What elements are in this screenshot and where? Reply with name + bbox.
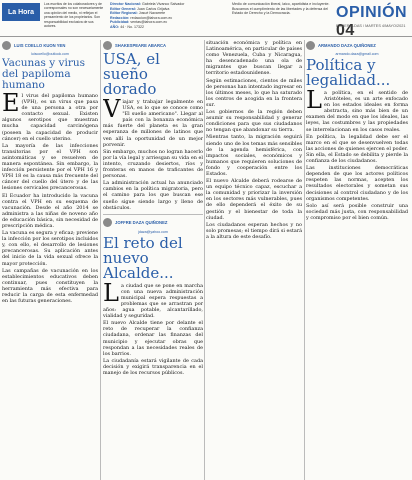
staff-row: Editor Regional: Josué Navarrete bbox=[110, 11, 166, 16]
author-byline: ARMANDO DAZA QUIÑONEZ bbox=[306, 40, 408, 50]
staff-row: Director Nacional: Gabriela Vivanco Salvador bbox=[110, 2, 185, 6]
article-body: Viajar y trabajar legalmente en USA, es lo que se conoce como "El sueño americano". Llegar al país con la bonanza económica más fuerte del planeta es la gran esperanza de millones de latinos que ven allí la oportunidad de un mejor porvenir. Sin embargo, muchos no logran hacerlo por la vía legal y arriesgan su vida en el intento, cruzando desiertos, ríos y fronteras en manos de traficantes de personas. La administración actual ha anunciado cambios en la política migratoria, pero el camino para los que buscan ese sueño sigue siendo largo y lleno de obstáculos. bbox=[103, 95, 203, 211]
article-divider bbox=[103, 214, 203, 215]
article-body: La política, en el sentido de Aristóteles, es un arte enfocado en los estados ideales en forma abstracta, sino más bien de un examen del modo en que los ideales, las leyes, las costumbres y las propiedades se interrelacionan en los casos reales. En política, la legalidad debe ser el marco en el que se desenvuelven todas las acciones de quienes ejercen el poder. Sin ella, el Estado se debilita y pierde la confianza de los ciudadanos. Las instituciones democráticas dependen de que los actores políticos respeten las normas, acepten los resultados electorales y sometan sus decisiones al control ciudadano y de los organismos competentes. Solo así será posible construir una sociedad más justa, con responsabilidad y compromiso por el bien común. bbox=[306, 86, 408, 221]
article-title: Vacunas y virus del papiloma humano bbox=[2, 57, 86, 91]
article-body: situación económica y política en Latinoamérica, en particular de países como Venezuela, Cuba y Nicaragua, ha desencadenado una ola de migrantes que buscan llegar a territorio estadounidense. Según estimaciones, cientos de miles de personas han intentado ingresar en los últimos meses, lo que ha saturado los centros de acogida en la frontera sur. Los gobiernos de la región deben asumir su responsabilidad y generar condiciones para que sus ciudadanos no tengan que abandonar su tierra. Mientras tanto, la migración seguirá siendo uno de los temas más sensibles de la agenda hemisférica, con impactos sociales, económicos y humanos que requieren soluciones de fondo y cooperación entre los Estados. El nuevo Alcalde deberá rodearse de un equipo técnico capaz, escuchar a la comunidad y priorizar la inversión en los sectores más vulnerables, pues de ello dependerá el éxito de su gestión y el bienestar de toda la ciudad. Los ciudadanos esperan hechos y no solo promesas; el tiempo dirá si estará a la altura de este desafío. bbox=[206, 40, 302, 240]
author-email: luiscoello@outlook.com bbox=[31, 52, 69, 56]
staff-row: Redacción: redaccion@lahora.com.ec bbox=[110, 15, 173, 20]
author-email: jdaza@yahoo.com bbox=[138, 229, 168, 234]
page-number: 04 bbox=[336, 22, 355, 39]
column-divider bbox=[100, 40, 101, 480]
newspaper-header bbox=[0, 0, 412, 37]
article-body: El virus del papiloma humano (VPH), es un virus que pasa de una persona a otra por contacto sexual. Existen algunos serotipos que muestran mucha capacidad carcinógena (poseen la capacidad de producir cáncer) en el cuello uterino. La mayoría de las infecciones transitorias por el VPH son asintomáticas y se resuelven de manera espontánea. Sin embargo, la infección persistente por el VPH 16 y VPH 18 es la causa más frecuente del cáncer del cuello del útero y de las lesiones cervicales precancerosas. El Ecuador ha introducido la vacuna contra el VPH en su esquema de vacunación. Desde el año 2014 se administra a las niñas de noveno año de educación básica, sin necesidad de prescripción médica. La vacuna es segura y eficaz; previene la infección por los serotipos incluidos y, con ello, el desarrollo de lesiones precancerosas. Su aplicación antes del inicio de la vida sexual ofrece la mayor protección. Las campañas de vacunación en los establecimientos educativos deben continuar, pues constituyen la herramienta más efectiva para reducir la carga de esta enfermedad en las futuras generaciones. bbox=[2, 89, 98, 305]
staff-row: AÑO: 44 · No. 17322 bbox=[110, 24, 144, 29]
article-title: Política y legalidad... bbox=[306, 56, 391, 89]
author-byline: LUIS COELLO KUON YEN bbox=[2, 40, 98, 50]
section-title: OPINIÓN 04 bbox=[336, 4, 408, 39]
column-divider bbox=[204, 40, 205, 480]
author-email: armando.daza@gmail.com bbox=[335, 52, 379, 56]
article-politica bbox=[306, 40, 408, 480]
author-avatar bbox=[103, 41, 112, 50]
motto-text: Medio de comunicación liberal, laico, apartidista e incluyente. Buscamos el cumplimiento de las libertades y la defensa del Estado de Derecho y la Democracia. bbox=[232, 2, 330, 16]
article-usa bbox=[103, 40, 203, 480]
article-title: USA, el sueño dorado bbox=[103, 50, 160, 98]
column-divider bbox=[304, 40, 305, 480]
author-avatar bbox=[306, 41, 315, 50]
author-avatar bbox=[2, 41, 11, 50]
newspaper-logo: La Hora bbox=[2, 3, 40, 21]
staff-row: Publicidad: ventas@lahora.com.ec bbox=[110, 20, 168, 25]
article-vacunas bbox=[2, 40, 98, 480]
author-byline: SHAKESPEARE ABARCA bbox=[103, 40, 203, 50]
article-body: La ciudad que se pone en marcha con una nueva administración municipal espera respuestas a problemas que se arrastran por años: agua potable, alcantarillado, vialidad y seguridad. El nuevo Alcalde tiene por delante el reto de recuperar la confianza ciudadana, ordenar las finanzas del municipio y ejecutar obras que respondan a las necesidades reales de los barrios. La ciudadanía estará vigilante de cada decisión y exigirá transparencia en el manejo de los recursos públicos. bbox=[103, 278, 203, 376]
staff-row: Editor General: Juan Carlos Grijalva bbox=[110, 6, 170, 11]
staff-list bbox=[110, 2, 230, 30]
author-byline: JOFFRE DAZA QUIÑONEZ bbox=[103, 218, 203, 228]
article-continuation bbox=[206, 40, 302, 480]
author-avatar bbox=[103, 218, 112, 227]
date-line: ESMERALDAS / MARTES 4/MAYO/2021 bbox=[336, 24, 406, 28]
disclaimer-text: Los escritos de los colaboradores y de corresponsales no son necesariamente una opinión del medio, ni reflejan el pensamiento de los propietarios. Son responsabilidad exclusiva de sus autores. bbox=[44, 2, 104, 29]
article-title: El reto del nuevo Alcalde... bbox=[103, 233, 183, 282]
